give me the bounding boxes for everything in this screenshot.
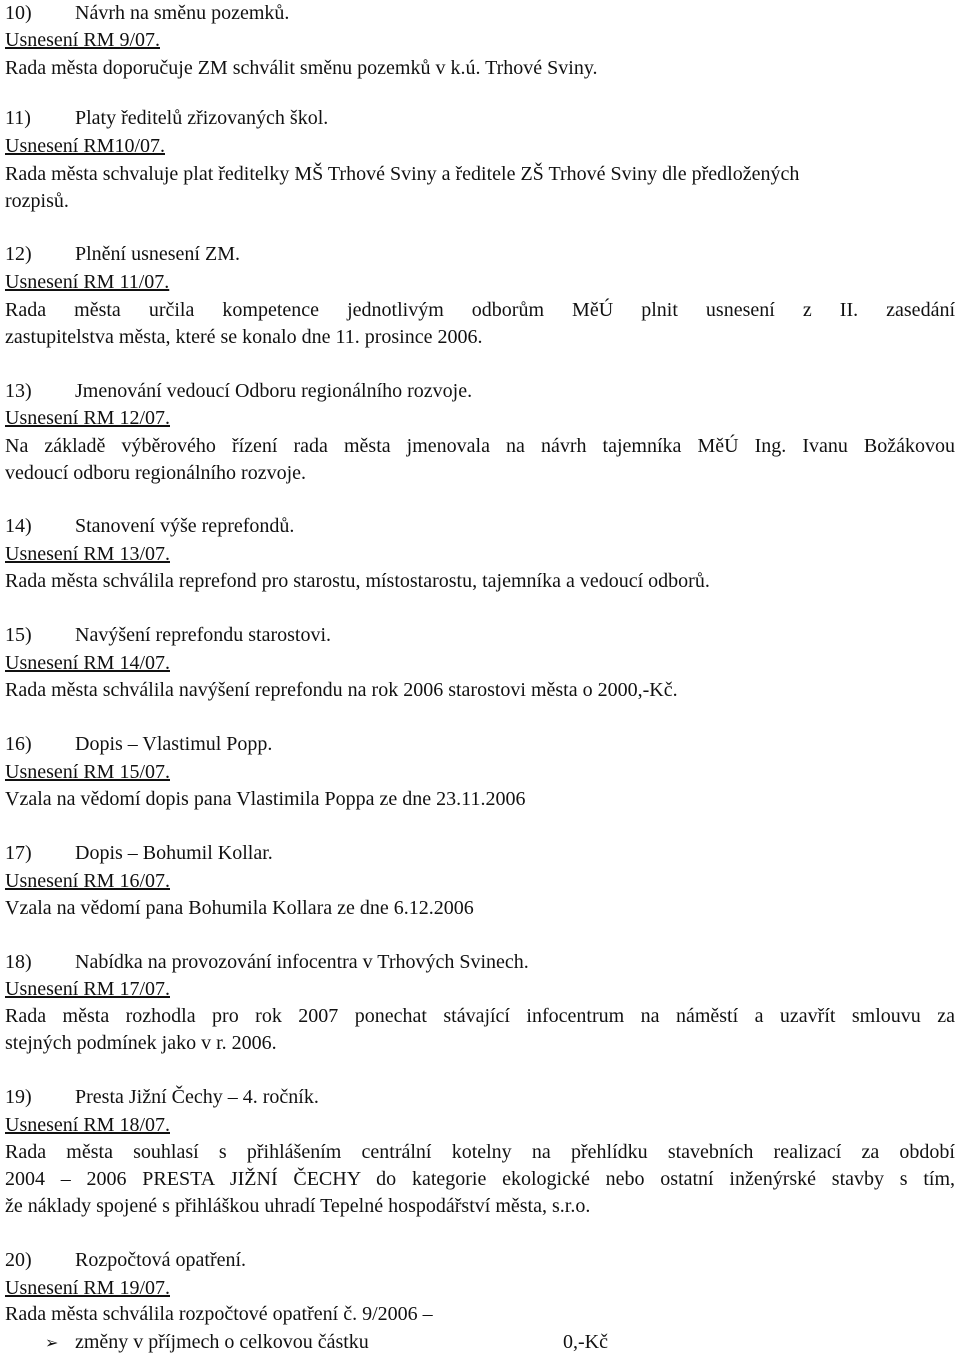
arrow-bullet-icon: ➢ [45,1333,59,1352]
item-title: Dopis – Vlastimul Popp. [75,733,273,755]
item-heading [5,623,955,647]
bullet-amount: 0,-Kč [563,1331,608,1353]
resolution-number: Usnesení RM 14/07. [5,652,170,674]
item-heading [5,106,955,130]
bullet-item [5,1330,955,1355]
resolution-text-line: Rada města souhlasí s přihlášením centrální kotelny na přehlídku stavebních realizací za období [5,1141,955,1163]
item-heading [5,1248,955,1272]
item-heading [5,379,955,403]
item-number: 13) [5,380,32,402]
item-number: 12) [5,243,32,265]
resolution-text-line: rozpisů. [5,190,69,212]
resolution-number: Usnesení RM 13/07. [5,543,170,565]
resolution-number: Usnesení RM 12/07. [5,407,170,429]
item-number: 16) [5,733,32,755]
resolution-text-line: Vzala na vědomí dopis pana Vlastimila Poppa ze dne 23.11.2006 [5,788,526,810]
item-number: 11) [5,107,31,129]
item-title: Jmenování vedoucí Odboru regionálního rozvoje. [75,380,473,402]
item-title: Návrh na směnu pozemků. [75,2,290,24]
item-title: Stanovení výše reprefondů. [75,515,295,537]
resolution-text-line: zastupitelstva města, které se konalo dne 11. prosince 2006. [5,326,483,348]
resolution-text-line: 2004 – 2006 PRESTA JIŽNÍ ČECHY do kategorie ekologické nebo ostatní inženýrské stavby s tím, [5,1168,955,1190]
item-title: Plnění usnesení ZM. [75,243,240,265]
item-number: 18) [5,951,32,973]
resolution-number: Usnesení RM 16/07. [5,870,170,892]
resolution-text-line: vedoucí odboru regionálního rozvoje. [5,462,307,484]
item-heading [5,841,955,865]
item-title: Rozpočtová opatření. [75,1249,247,1271]
item-heading [5,1085,955,1109]
resolution-text-line: Rada města určila kompetence jednotlivým odborům MěÚ plnit usnesení z II. zasedání [5,299,955,321]
resolution-text-line: že náklady spojené s přihláškou uhradí Tepelné hospodářství města, s.r.o. [5,1195,591,1217]
resolution-text-line: Rada města schvaluje plat ředitelky MŠ Trhové Sviny a ředitele ZŠ Trhové Sviny dle předložených [5,163,800,185]
item-heading [5,1,955,25]
item-number: 17) [5,842,32,864]
resolution-text-line: Rada města schválila reprefond pro starostu, místostarostu, tajemníka a vedoucí odborů. [5,570,710,592]
item-title: Nabídka na provozování infocentra v Trhových Svinech. [75,951,529,973]
item-title: Navýšení reprefondu starostovi. [75,624,332,646]
item-title: Platy ředitelů zřizovaných škol. [75,107,329,129]
resolution-text-line: Rada města doporučuje ZM schválit směnu pozemků v k.ú. Trhové Sviny. [5,57,598,79]
resolution-number: Usnesení RM 15/07. [5,761,170,783]
item-heading [5,514,955,538]
item-number: 20) [5,1249,32,1271]
resolution-number: Usnesení RM 18/07. [5,1114,170,1136]
item-title: Presta Jižní Čechy – 4. ročník. [75,1086,319,1108]
resolution-text-line: Na základě výběrového řízení rada města jmenovala na návrh tajemníka MěÚ Ing. Ivanu Božákovou [5,435,955,457]
resolution-number: Usnesení RM 19/07. [5,1277,170,1299]
resolution-text-line: Rada města schválila navýšení reprefondu na rok 2006 starostovi města o 2000,-Kč. [5,679,678,701]
resolution-text-line: Rada města schválila rozpočtové opatření č. 9/2006 – [5,1303,433,1325]
item-title: Dopis – Bohumil Kollar. [75,842,273,864]
item-number: 10) [5,2,32,24]
item-number: 14) [5,515,32,537]
item-heading [5,950,955,974]
resolution-text-line: Rada města rozhodla pro rok 2007 ponechat stávající infocentrum na náměstí a uzavřít smlouvu za [5,1005,955,1027]
item-heading [5,242,955,266]
item-number: 19) [5,1086,32,1108]
resolution-number: Usnesení RM 9/07. [5,29,160,51]
bullet-label: změny v příjmech o celkovou částku [75,1331,369,1353]
resolution-text-line: Vzala na vědomí pana Bohumila Kollara ze dne 6.12.2006 [5,897,474,919]
resolution-text-line: stejných podmínek jako v r. 2006. [5,1032,277,1054]
resolution-number: Usnesení RM 17/07. [5,978,170,1000]
item-number: 15) [5,624,32,646]
resolution-number: Usnesení RM 11/07. [5,271,170,293]
resolution-number: Usnesení RM10/07. [5,135,165,157]
item-heading [5,732,955,756]
